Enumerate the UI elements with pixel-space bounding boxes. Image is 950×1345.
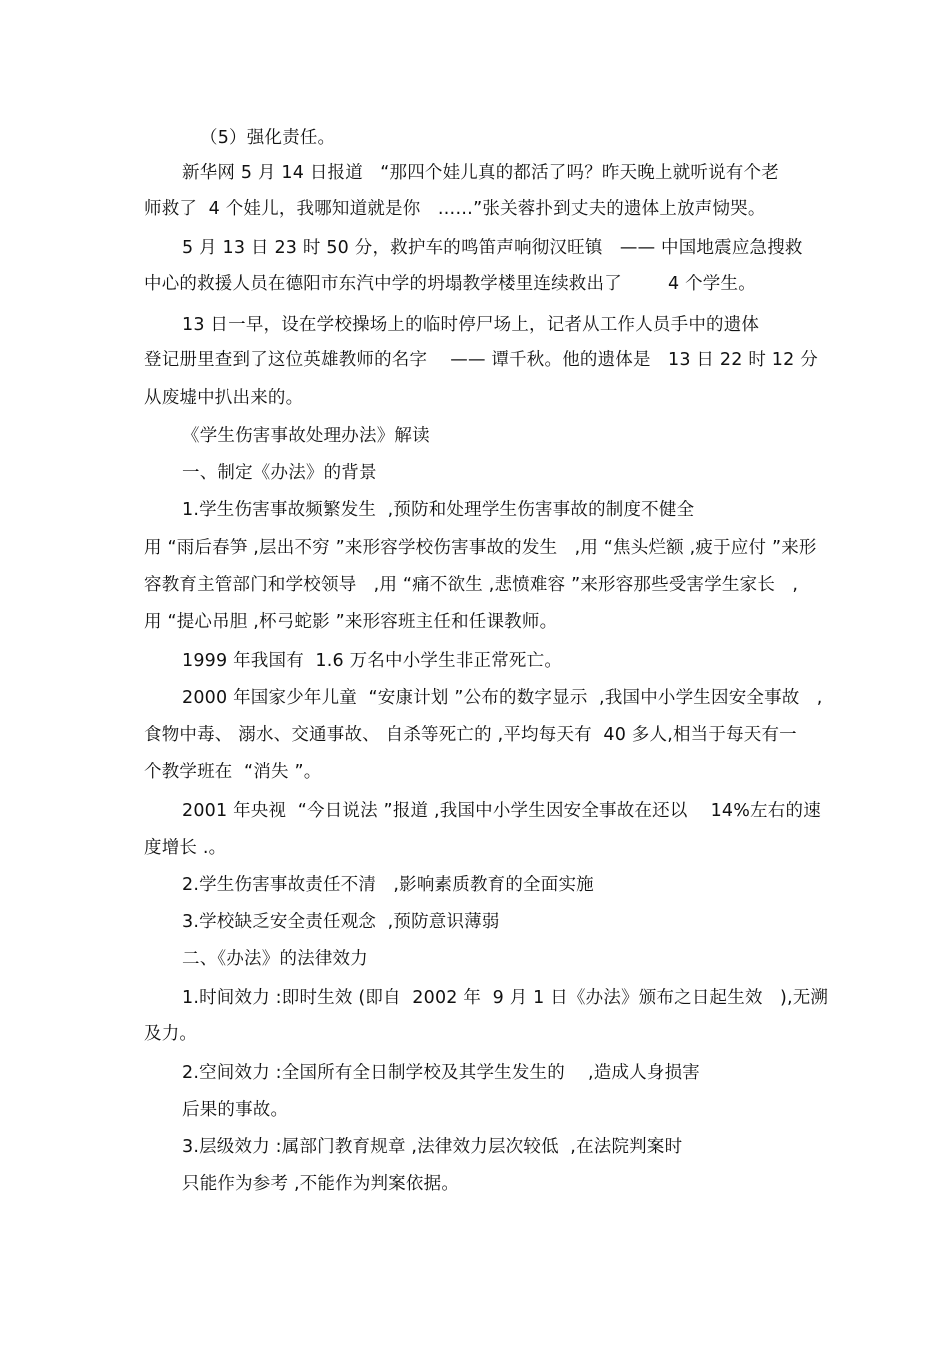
text-line: 13 日一早，设在学校操场上的临时停尸场上，记者从工作人员手中的遗体	[182, 315, 760, 335]
text-line: 用 “雨后春笋 ,层出不穷 ”来形容学校伤害事故的发生 ,用 “焦头烂额 ,疲于应付 ”来形	[144, 538, 817, 558]
section-heading: 一、制定《办法》的背景	[182, 463, 377, 483]
text-line: 容教育主管部门和学校领导 ,用 “痛不欲生 ,悲愤难容 ”来形容那些受害学生家长 ,	[144, 575, 799, 595]
text-line: 5 月 13 日 23 时 50 分，救护车的鸣笛声响彻汉旺镇 —— 中国地震应急搜救	[182, 238, 803, 258]
text-line: 个教学班在 “消失 ”。	[144, 762, 322, 782]
text-line: 中心的救援人员在德阳市东汽中学的坍塌教学楼里连续救出了 4 个学生。	[144, 274, 756, 294]
text-line: （5）强化责任。	[200, 128, 336, 148]
section-heading: 二、《办法》的法律效力	[182, 949, 368, 969]
section-heading: 《学生伤害事故处理办法》解读	[182, 426, 430, 446]
text-line: 1.学生伤害事故频繁发生 ,预防和处理学生伤害事故的制度不健全	[182, 500, 695, 520]
text-line: 1.时间效力 :即时生效 (即自 2002 年 9 月 1 日《办法》颁布之日起生效 ),无溯	[182, 988, 829, 1008]
text-line: 2000 年国家少年儿童 “安康计划 ”公布的数字显示 ,我国中小学生因安全事故 ,	[182, 688, 823, 708]
text-line: 从废墟中扒出来的。	[144, 388, 304, 408]
text-line: 1999 年我国有 1.6 万名中小学生非正常死亡。	[182, 651, 563, 671]
text-line: 用 “提心吊胆 ,杯弓蛇影 ”来形容班主任和任课教师。	[144, 612, 558, 632]
text-line: 2001 年央视 “今日说法 ”报道 ,我国中小学生因安全事故在还以 14%左右的速	[182, 801, 821, 821]
text-line: 2.空间效力 :全国所有全日制学校及其学生发生的 ,造成人身损害	[182, 1063, 700, 1083]
text-line: 只能作为参考 ,不能作为判案依据。	[182, 1174, 460, 1194]
text-line: 度增长 .。	[144, 838, 227, 858]
text-line: 3.学校缺乏安全责任观念 ,预防意识薄弱	[182, 912, 500, 932]
text-line: 新华网 5 月 14 日报道 “那四个娃儿真的都活了吗？昨天晚上就听说有个老	[182, 163, 779, 183]
text-line: 登记册里查到了这位英雄教师的名字 —— 谭千秋。他的遗体是 13 日 22 时 12 分	[144, 350, 818, 370]
text-line: 后果的事故。	[182, 1100, 289, 1120]
text-line: 食物中毒、 溺水、交通事故、 自杀等死亡的 ,平均每天有 40 多人,相当于每天有一	[144, 725, 797, 745]
text-line: 2.学生伤害事故责任不清 ,影响素质教育的全面实施	[182, 875, 594, 895]
text-line: 师救了 4 个娃儿，我哪知道就是你 ……”张关蓉扑到丈夫的遗体上放声恸哭。	[144, 199, 766, 219]
text-line: 及力。	[144, 1024, 198, 1044]
text-line: 3.层级效力 :属部门教育规章 ,法律效力层次较低 ,在法院判案时	[182, 1137, 683, 1157]
